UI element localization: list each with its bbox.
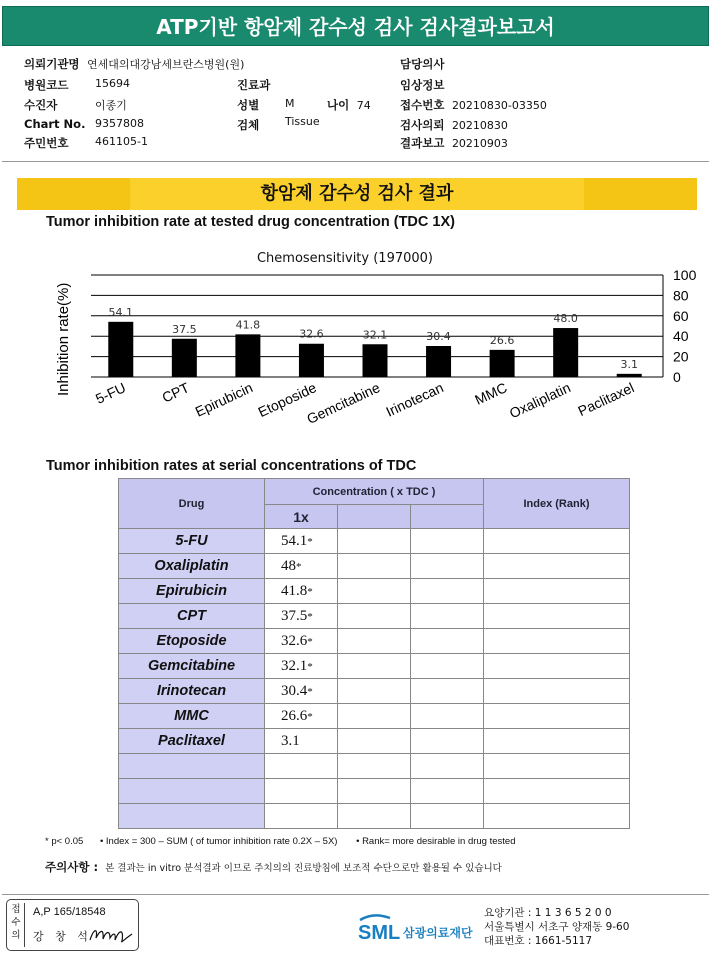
value-1x: [265, 679, 338, 704]
empty-cell: [484, 579, 630, 604]
empty-cell: [265, 804, 338, 829]
empty-cell: [265, 754, 338, 779]
bar-gemcitabine: [363, 344, 388, 377]
empty-cell: [338, 804, 411, 829]
x-tick-label: 5-FU: [93, 379, 129, 407]
value-number: 3.1: [281, 732, 300, 749]
bar-cpt: [172, 339, 197, 377]
empty-cell: [484, 604, 630, 629]
label: 진료과: [237, 78, 271, 92]
empty-cell: [484, 804, 630, 829]
y-axis-label: Inhibition rate(%): [55, 282, 72, 396]
bar-etoposide: [299, 344, 324, 377]
significance-star: *: [307, 660, 313, 673]
data-label: 48.0: [553, 312, 578, 326]
signature-name: 강 창 석: [33, 930, 92, 943]
header-1x: 1x: [265, 505, 338, 529]
footnote-rank: • Rank= more desirable in drug tested: [356, 836, 516, 847]
drug-name: Irinotecan: [119, 679, 265, 704]
empty-cell: [411, 554, 484, 579]
value: M: [285, 97, 295, 110]
footnote-p-value: * p< 0.05: [45, 836, 84, 847]
bar-mmc: [490, 350, 515, 377]
drug-name: Paclitaxel: [119, 729, 265, 754]
empty-cell: [265, 779, 338, 804]
header-blank-conc: [411, 505, 484, 529]
header-concentration: Concentration ( x TDC ): [265, 479, 484, 505]
empty-cell: [411, 729, 484, 754]
empty-cell: [338, 604, 411, 629]
label: 임상정보: [400, 78, 445, 92]
label: 결과보고: [400, 136, 445, 150]
empty-drug-cell: [119, 754, 265, 779]
value-1x: [265, 654, 338, 679]
label: 검체: [237, 118, 260, 132]
x-tick-label: Etoposide: [255, 379, 319, 421]
value: 20210903: [451, 137, 508, 150]
data-label: 30.4: [426, 329, 451, 343]
empty-cell: [411, 704, 484, 729]
empty-cell: [338, 704, 411, 729]
value: 이종기: [95, 99, 127, 112]
table-row: [119, 629, 630, 654]
empty-cell: [338, 779, 411, 804]
x-tick-label: Epirubicin: [192, 379, 256, 420]
drug-name: Gemcitabine: [119, 654, 265, 679]
empty-cell: [484, 704, 630, 729]
value-1x: [265, 554, 338, 579]
info-age: [327, 97, 371, 113]
data-label: 32.6: [299, 327, 324, 341]
logo-sml-text: SML: [358, 922, 401, 944]
empty-cell: [411, 629, 484, 654]
empty-cell: [411, 654, 484, 679]
data-label: 26.6: [489, 333, 515, 347]
empty-drug-cell: [119, 804, 265, 829]
y-tick-label: 100: [673, 267, 697, 283]
logo-org-name: 삼광의료재단: [403, 926, 473, 940]
empty-cell: [484, 654, 630, 679]
value-number: 26.6: [281, 707, 308, 724]
table-row: [119, 779, 630, 804]
bar-5-fu: [108, 322, 133, 377]
empty-cell: [338, 729, 411, 754]
drug-name: Epirubicin: [119, 579, 265, 604]
x-tick-label: CPT: [159, 379, 192, 406]
drug-name: Oxaliplatin: [119, 554, 265, 579]
caution: [45, 859, 502, 875]
x-tick-label: Gemcitabine: [304, 379, 383, 427]
table-row: [119, 654, 630, 679]
org-address: 서울특별시 서초구 양재동 9-60: [484, 921, 630, 933]
x-tick-label: Oxaliplatin: [506, 379, 573, 422]
value-number: 32.6: [281, 632, 308, 649]
value-number: 37.5: [281, 607, 308, 624]
significance-star: *: [307, 710, 313, 723]
info-hospital-code: [24, 77, 130, 93]
empty-cell: [411, 604, 484, 629]
org-phone: 대표번호 : 1661-5117: [484, 935, 593, 947]
table-row: [119, 704, 630, 729]
drug-name: MMC: [119, 704, 265, 729]
data-label: 3.1: [620, 357, 638, 371]
bar-irinotecan: [426, 346, 451, 377]
x-tick-label: Irinotecan: [383, 379, 446, 420]
significance-star: *: [307, 635, 313, 648]
footnote: [45, 836, 515, 847]
label: 병원코드: [24, 78, 69, 92]
data-label: 54.1: [108, 305, 134, 319]
empty-cell: [411, 804, 484, 829]
divider: [2, 894, 709, 895]
footnote-index: • Index = 300 – SUM ( of tumor inhibition rate 0.2X – 5X): [99, 836, 338, 847]
value-1x: [265, 579, 338, 604]
significance-star: *: [307, 585, 313, 598]
table-row: [119, 579, 630, 604]
info-chart-no: [24, 117, 144, 131]
significance-star: *: [307, 685, 313, 698]
value: 15694: [95, 77, 130, 90]
info-institution: [24, 56, 244, 72]
value-1x: [265, 704, 338, 729]
value-number: 48: [281, 557, 296, 574]
y-tick-label: 20: [673, 348, 689, 365]
value-1x: [265, 529, 338, 554]
value-number: 32.1: [281, 657, 308, 674]
empty-cell: [411, 579, 484, 604]
handwritten-signature: [86, 922, 136, 948]
empty-cell: [484, 529, 630, 554]
data-label: 41.8: [235, 318, 261, 332]
value-number: 54.1: [281, 532, 308, 549]
value: 9357808: [95, 117, 144, 130]
value-1x: [265, 604, 338, 629]
info-request-date: [400, 117, 508, 133]
empty-cell: [411, 679, 484, 704]
header-blank-conc: [338, 505, 411, 529]
info-dept: [237, 77, 270, 93]
significance-star: *: [307, 535, 313, 548]
table-row: [119, 554, 630, 579]
header-index-rank: Index (Rank): [484, 479, 630, 529]
header-drug: Drug: [119, 479, 265, 529]
info-specimen: [237, 115, 320, 133]
x-tick-label: Paclitaxel: [575, 379, 637, 420]
empty-cell: [338, 554, 411, 579]
section-title: 항암제 감수성 검사 결과: [260, 183, 454, 204]
empty-cell: [338, 629, 411, 654]
table-row: [119, 804, 630, 829]
org-info: [484, 906, 629, 948]
label: 성별: [237, 98, 260, 112]
info-sex: [237, 97, 295, 113]
y-tick-label: 60: [673, 307, 689, 324]
value-1x: [265, 729, 338, 754]
label: 수진자: [24, 98, 58, 112]
empty-cell: [484, 754, 630, 779]
significance-star: *: [307, 610, 313, 623]
sml-logo: [358, 912, 480, 948]
info-doctor: [400, 56, 444, 72]
empty-cell: [484, 779, 630, 804]
significance-star: *: [296, 560, 302, 573]
empty-cell: [338, 679, 411, 704]
table-row: [119, 529, 630, 554]
empty-cell: [338, 529, 411, 554]
empty-cell: [411, 779, 484, 804]
signature-id: A,P 165/18548: [33, 906, 106, 918]
info-collector: [24, 97, 127, 113]
empty-cell: [338, 579, 411, 604]
value: 20210830-03350: [451, 99, 547, 112]
table-row: [119, 604, 630, 629]
info-receipt-no: [400, 97, 547, 113]
value: 연세대의대강남세브란스병원(원): [87, 58, 245, 71]
x-tick-label: MMC: [472, 379, 510, 408]
table-heading: Tumor inhibition rates at serial concentrations of TDC: [46, 458, 417, 474]
value: 461105-1: [95, 135, 148, 148]
value: 20210830: [451, 119, 508, 132]
bar-paclitaxel: [617, 374, 642, 377]
empty-cell: [484, 554, 630, 579]
label: 나이: [327, 98, 350, 112]
empty-cell: [411, 529, 484, 554]
drug-name: CPT: [119, 604, 265, 629]
chart-title: Chemosensitivity (197000): [256, 251, 434, 266]
divider: [2, 161, 709, 162]
signature-label: 접수의: [8, 903, 25, 947]
value-number: 30.4: [281, 682, 308, 699]
y-tick-label: 40: [673, 328, 689, 345]
bar-oxaliplatin: [553, 328, 578, 377]
empty-cell: [338, 754, 411, 779]
y-tick-label: 80: [673, 287, 689, 304]
value: Tissue: [285, 115, 320, 128]
value: 74: [356, 99, 371, 112]
empty-cell: [484, 679, 630, 704]
table-row: [119, 729, 630, 754]
label: 담당의사: [400, 57, 445, 71]
empty-cell: [484, 729, 630, 754]
empty-cell: [338, 654, 411, 679]
chart-heading: Tumor inhibition rate at tested drug concentration (TDC 1X): [46, 214, 455, 230]
info-clinical: [400, 77, 444, 93]
empty-cell: [484, 629, 630, 654]
org-code: 요양기관 : 1 1 3 6 5 2 0 0: [484, 907, 612, 919]
label: 의뢰기관명: [24, 57, 80, 71]
drug-name: 5-FU: [119, 529, 265, 554]
value-number: 41.8: [281, 582, 308, 599]
chemosensitivity-chart: [40, 262, 700, 442]
drug-name: Etoposide: [119, 629, 265, 654]
empty-cell: [411, 754, 484, 779]
value-1x: [265, 629, 338, 654]
y-tick-label: 0: [673, 369, 681, 385]
label: 접수번호: [400, 98, 445, 112]
report-title: ATP기반 항암제 감수성 검사 검사결과보고서: [2, 6, 709, 46]
label: 검사의뢰: [400, 118, 445, 132]
empty-drug-cell: [119, 779, 265, 804]
concentration-table: [118, 478, 630, 829]
info-report-date: [400, 135, 508, 151]
label: Chart No.: [24, 117, 86, 131]
table-row: [119, 754, 630, 779]
caution-label: 주의사항 :: [45, 860, 99, 874]
table-row: [119, 679, 630, 704]
info-resident-no: [24, 135, 148, 151]
label: 주민번호: [24, 136, 69, 150]
data-label: 37.5: [172, 322, 197, 336]
caution-text: 본 결과는 in vitro 분석결과 이므로 주치의의 진료방침에 보조적 수단으로만 활용될 수 있습니다: [105, 863, 502, 874]
bar-epirubicin: [235, 334, 260, 377]
data-label: 32.1: [362, 328, 388, 342]
